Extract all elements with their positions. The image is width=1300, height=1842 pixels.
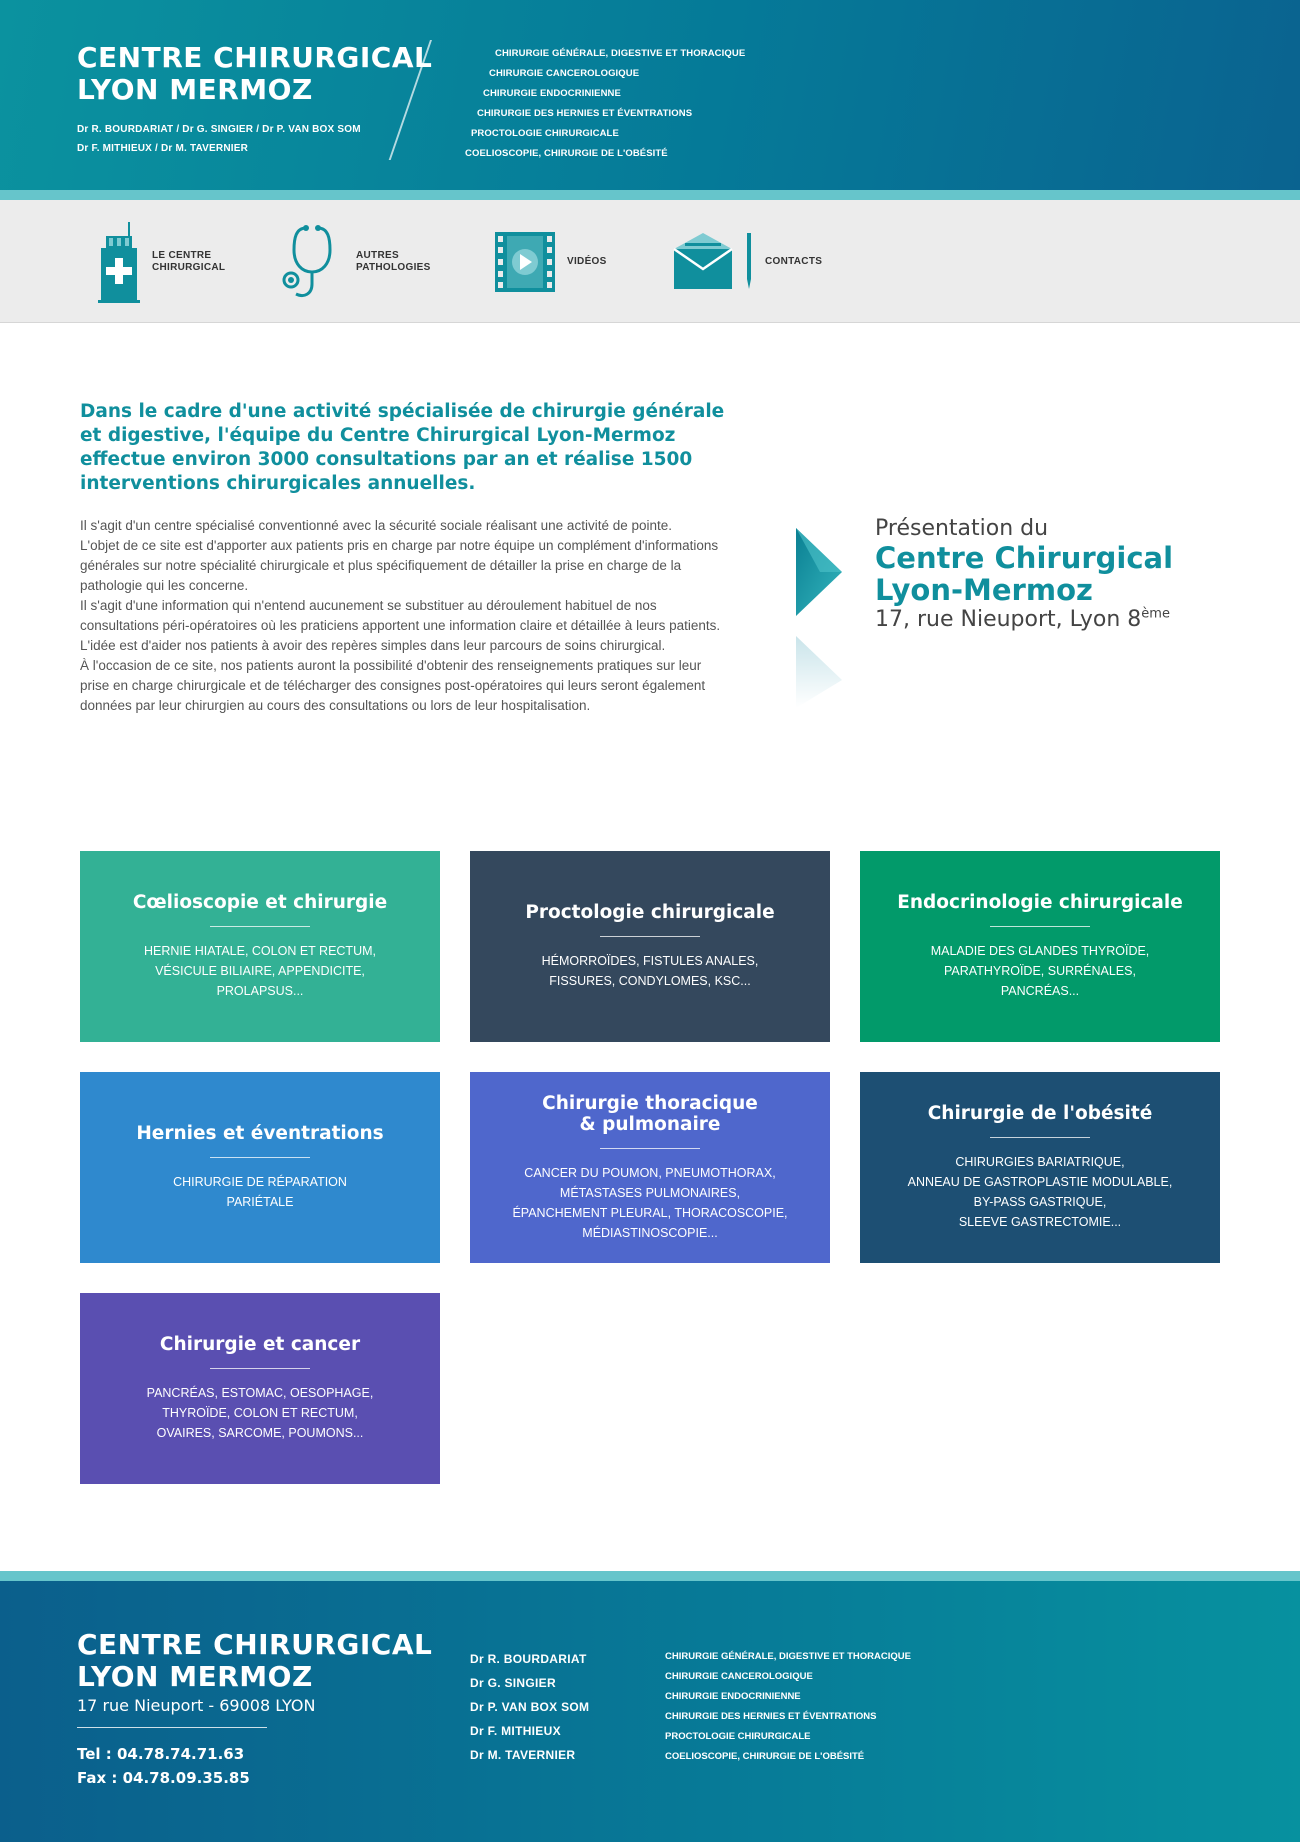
card-divider bbox=[210, 1157, 310, 1158]
presentation-address-sup: ème bbox=[1141, 606, 1170, 622]
card-title: Proctologie chirurgicale bbox=[525, 902, 775, 923]
intro-paragraph: À l'occasion de ce site, nos patients auront la possibilité d'obtenir des renseignements pratiques sur leur prise en charge chirurgicale et de télécharger des consignes post-opératoires qui leurs seront également données par leur chirurgien au cours des consultations ou lors de leur hospitalisation. bbox=[80, 658, 706, 713]
nav-label-contacts: CONTACTS bbox=[765, 255, 823, 267]
nav-item-pathologies[interactable] bbox=[282, 200, 431, 323]
card-desc: CANCER DU POUMON, PNEUMOTHORAX, MÉTASTASES PULMONAIRES, ÉPANCHEMENT PLEURAL, THORACOSCOPIE, MÉDIASTINOSCOPIE... bbox=[512, 1165, 788, 1240]
footer-doctor-item[interactable]: Dr G. SINGIER bbox=[470, 1676, 556, 1690]
card-hernies[interactable] bbox=[80, 1072, 440, 1263]
site-footer bbox=[0, 1581, 1300, 1842]
intro-lead: Dans le cadre d'une activité spécialisée de chirurgie générale et digestive, l'équipe du Centre Chirurgical Lyon-Mermoz effectue environ 3000 consultations par an et réalise 1500 interventions chirurgicales annuelles. bbox=[80, 401, 725, 494]
card-title: Endocrinologie chirurgicale bbox=[897, 892, 1183, 913]
card-divider bbox=[600, 936, 700, 937]
card-thoracique[interactable] bbox=[470, 1072, 830, 1263]
footer-title[interactable] bbox=[77, 1629, 432, 1693]
card-coelioscopie[interactable] bbox=[80, 851, 440, 1042]
card-desc: CHIRURGIES BARIATRIQUE, ANNEAU DE GASTROPLASTIE MODULABLE, BY-PASS GASTRIQUE, SLEEVE GASTRECTOMIE... bbox=[907, 1155, 1173, 1229]
presentation-text bbox=[875, 516, 1173, 634]
footer-accent-strip bbox=[0, 1571, 1300, 1581]
card-desc: MALADIE DES GLANDES THYROÏDE, PARATHYROÏDE, SURRÉNALES, PANCRÉAS... bbox=[930, 944, 1150, 998]
header-doctors-line2: Dr F. MITHIEUX / Dr M. TAVERNIER bbox=[77, 143, 249, 154]
footer-tel[interactable]: Tel : 04.78.74.71.63 bbox=[77, 1745, 245, 1763]
intro-section bbox=[80, 400, 730, 716]
header-specialty-item[interactable]: CHIRURGIE CANCEROLOGIQUE bbox=[489, 68, 640, 79]
card-title: Cœlioscopie et chirurgie bbox=[132, 892, 388, 913]
header-doctors bbox=[77, 120, 432, 158]
card-divider bbox=[600, 1148, 700, 1149]
card-endocrinologie[interactable] bbox=[860, 851, 1220, 1042]
header-doctors-line1: Dr R. BOURDARIAT / Dr G. SINGIER / Dr P. VAN BOX SOM bbox=[77, 124, 361, 135]
presentation-address bbox=[875, 606, 1173, 634]
footer-doctors-list bbox=[470, 1647, 589, 1767]
main-nav bbox=[0, 200, 1300, 323]
card-proctologie[interactable] bbox=[470, 851, 830, 1042]
card-divider bbox=[210, 1368, 310, 1369]
intro-paragraph: L'objet de ce site est d'apporter aux patients pris en charge par notre équipe un complément d'informations générales sur notre spécialité chirurgicale et plus spécifiquement de détailler la prise en charge de la pathologie qui les concerne. bbox=[80, 538, 719, 593]
footer-divider bbox=[77, 1727, 267, 1728]
intro-paragraph: L'idée est d'aider nos patients à avoir des repères simples dans leur parcours de soins chirurgical. bbox=[80, 638, 666, 653]
presentation-pre: Présentation du bbox=[875, 516, 1049, 541]
footer-brand bbox=[77, 1629, 432, 1790]
footer-title-line1: CENTRE CHIRURGICAL bbox=[77, 1628, 433, 1661]
header-specialty-item[interactable]: CHIRURGIE DES HERNIES ET ÉVENTRATIONS bbox=[477, 108, 693, 119]
footer-doctor-item[interactable]: Dr M. TAVERNIER bbox=[470, 1748, 576, 1762]
footer-title-line2: LYON MERMOZ bbox=[77, 1660, 313, 1693]
film-play-icon bbox=[495, 232, 555, 292]
intro-body bbox=[80, 516, 730, 716]
footer-specialty-item[interactable]: CHIRURGIE ENDOCRINIENNE bbox=[665, 1691, 801, 1702]
site-title-line2: LYON MERMOZ bbox=[77, 73, 313, 106]
footer-address: 17 rue Nieuport - 69008 LYON bbox=[77, 1696, 316, 1715]
footer-specialty-item[interactable]: COELIOSCOPIE, CHIRURGIE DE L'OBÉSITÉ bbox=[665, 1751, 865, 1762]
presentation-address-text: 17, rue Nieuport, Lyon 8 bbox=[875, 607, 1142, 632]
card-desc: HÉMORROÏDES, FISTULES ANALES, FISSURES, CONDYLOMES, KSC... bbox=[541, 954, 759, 988]
header-specialty-item[interactable]: COELIOSCOPIE, CHIRURGIE DE L'OBÉSITÉ bbox=[465, 148, 668, 159]
nav-item-centre[interactable] bbox=[98, 200, 225, 323]
presentation-name bbox=[875, 542, 1173, 606]
nav-item-videos[interactable] bbox=[495, 200, 607, 323]
footer-doctor-item[interactable]: Dr F. MITHIEUX bbox=[470, 1724, 561, 1738]
header-specialty-item[interactable]: PROCTOLOGIE CHIRURGICALE bbox=[471, 128, 619, 139]
card-title: Hernies et éventrations bbox=[136, 1123, 384, 1144]
footer-specialty-item[interactable]: CHIRURGIE DES HERNIES ET ÉVENTRATIONS bbox=[665, 1711, 877, 1722]
card-title: Chirurgie et cancer bbox=[159, 1334, 361, 1355]
nav-label-pathologies: AUTRES PATHOLOGIES bbox=[356, 249, 431, 273]
stethoscope-icon bbox=[282, 222, 344, 302]
arrow-logo-icon bbox=[790, 528, 850, 708]
presentation-block bbox=[790, 510, 1240, 710]
footer-specialty-item[interactable]: PROCTOLOGIE CHIRURGICALE bbox=[665, 1731, 811, 1742]
card-divider bbox=[990, 1137, 1090, 1138]
nav-item-contacts[interactable] bbox=[673, 200, 822, 323]
card-cancer[interactable] bbox=[80, 1293, 440, 1484]
site-title-line1: CENTRE CHIRURGICAL bbox=[77, 41, 433, 74]
card-title: Chirurgie thoracique & pulmonaire bbox=[542, 1092, 758, 1135]
card-title: Chirurgie de l'obésité bbox=[927, 1103, 1153, 1124]
envelope-pen-icon bbox=[673, 231, 753, 293]
footer-fax: Fax : 04.78.09.35.85 bbox=[77, 1769, 250, 1787]
card-desc: CHIRURGIE DE RÉPARATION PARIÉTALE bbox=[173, 1175, 347, 1209]
header-specialty-item[interactable]: CHIRURGIE GÉNÉRALE, DIGESTIVE ET THORACIQUE bbox=[495, 48, 746, 59]
hospital-icon bbox=[98, 220, 140, 304]
footer-specialty-item[interactable]: CHIRURGIE CANCEROLOGIQUE bbox=[665, 1671, 813, 1682]
card-desc: HERNIE HIATALE, COLON ET RECTUM, VÉSICULE BILIAIRE, APPENDICITE, PROLAPSUS... bbox=[144, 944, 376, 998]
intro-paragraph: Il s'agit d'une information qui n'entend aucunement se substituer au déroulement habituel de nos consultations péri-opératoires où les praticiens apportent une information claire et détaillée à leurs patients. bbox=[80, 598, 721, 633]
footer-specialties-list bbox=[665, 1647, 911, 1767]
header-accent-strip bbox=[0, 190, 1300, 200]
footer-doctor-item[interactable]: Dr R. BOURDARIAT bbox=[470, 1652, 587, 1666]
card-divider bbox=[990, 926, 1090, 927]
site-title[interactable] bbox=[77, 42, 432, 106]
nav-label-videos: VIDÉOS bbox=[567, 255, 607, 267]
footer-specialty-item[interactable]: CHIRURGIE GÉNÉRALE, DIGESTIVE ET THORACIQUE bbox=[665, 1651, 911, 1662]
presentation-name-line1: Centre Chirurgical bbox=[875, 541, 1174, 575]
header-specialty-item[interactable]: CHIRURGIE ENDOCRINIENNE bbox=[483, 88, 621, 99]
card-desc: PANCRÉAS, ESTOMAC, OESOPHAGE, THYROÏDE, COLON ET RECTUM, OVAIRES, SARCOME, POUMONS... bbox=[146, 1386, 374, 1440]
nav-label-centre: LE CENTRE CHIRURGICAL bbox=[152, 249, 226, 273]
site-header bbox=[0, 0, 1300, 190]
header-specialties-list bbox=[462, 44, 745, 164]
card-divider bbox=[210, 926, 310, 927]
header-brand[interactable] bbox=[77, 42, 432, 158]
intro-paragraph: Il s'agit d'un centre spécialisé conventionné avec la sécurité sociale réalisant une activité de pointe. bbox=[80, 518, 673, 533]
card-obesite[interactable] bbox=[860, 1072, 1220, 1263]
presentation-name-line2: Lyon-Mermoz bbox=[875, 573, 1093, 607]
footer-doctor-item[interactable]: Dr P. VAN BOX SOM bbox=[470, 1700, 590, 1714]
